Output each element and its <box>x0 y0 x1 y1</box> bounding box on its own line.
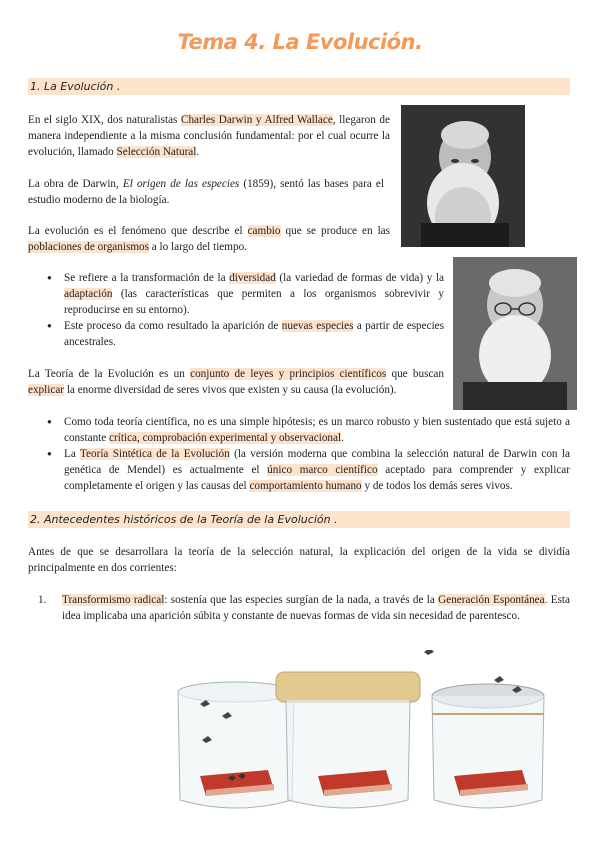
text: y de todos los demás seres vivos. <box>361 480 513 492</box>
list-number: 1. <box>38 594 47 606</box>
section-heading-2: 2. Antecedentes históricos de la Teoría de la Evolución . <box>28 511 570 528</box>
numbered-item-transformismo <box>38 592 570 624</box>
highlight: Generación Espontánea <box>438 594 545 606</box>
gauze-covered-jar <box>424 650 544 808</box>
text: (1859), sentó las bases para el estudio moderno de la biología. <box>28 178 384 206</box>
paragraph-antecedents: Antes de que se desarrollara la teoría de la selección natural, la explicación del origen de la vida se dividía principalmente en dos corrientes: <box>28 546 570 574</box>
text: (las características que permiten a los organismos sobrevivir y reproducirse en su entorno). <box>64 288 444 316</box>
text: a lo largo del tiempo. <box>148 241 247 253</box>
text: aceptado para comprender y explicar completamente el origen y las causas del <box>64 464 570 492</box>
bullet-list-theory <box>28 414 570 494</box>
text: (la versión moderna que combina la selección natural de Darwin con la genética de Mendel) es actualmente el <box>64 448 570 476</box>
text: la enorme diversidad de seres vivos que existen y su causa (la evolución). <box>64 384 397 396</box>
paragraph-evolution-definition <box>28 223 390 255</box>
list-item <box>28 446 570 494</box>
text: . Esta idea implicaba una aparición súbita y constante de nuevas formas de vida sin necesidad de parentesco. <box>62 594 570 622</box>
bullet-list-evolution <box>28 270 444 350</box>
highlight: Transformismo radical <box>62 594 165 606</box>
corked-jar <box>276 672 420 808</box>
highlight: crítica, comprobación experimental y observacional <box>109 432 342 444</box>
list-item <box>28 270 444 318</box>
wallace-portrait <box>453 257 577 410</box>
highlight: Teoría Sintética de la Evolución <box>79 448 230 460</box>
text: a partir de especies ancestrales. <box>64 320 444 348</box>
text: , llegaron de manera independiente a la misma conclusión fundamental: por el cual ocurre la evolución, llamado <box>28 114 390 158</box>
text: Este proceso da como resultado la aparición de <box>64 320 282 332</box>
highlight: comportamiento humano <box>249 480 362 492</box>
darwin-portrait <box>401 105 525 247</box>
text: que buscan <box>386 368 444 380</box>
highlight: cambio <box>247 225 281 237</box>
spontaneous-generation-jars-illustration <box>172 650 582 820</box>
text: La evolución es el fenómeno que describe el <box>28 225 248 237</box>
text: La Teoría de la Evolución es un <box>28 368 191 380</box>
text: La <box>64 448 80 460</box>
paragraph-theory-of-evolution <box>28 366 444 398</box>
list-item <box>28 318 444 350</box>
book-title: El origen de las especies <box>122 178 240 190</box>
highlight: diversidad <box>229 272 276 284</box>
section-heading-1: 1. La Evolución . <box>28 78 570 95</box>
text: que se produce en las <box>280 225 390 237</box>
highlight: nuevas especies <box>281 320 354 332</box>
text: : sostenía que las especies surgían de la nada, a través de la <box>164 594 439 606</box>
text: (la variedad de formas de vida) y la <box>275 272 444 284</box>
paragraph-darwin-wallace <box>28 112 390 160</box>
open-jar <box>178 682 294 808</box>
text: . <box>341 432 344 444</box>
highlight: poblaciones de organismos <box>28 241 149 253</box>
highlight: Charles Darwin y Alfred Wallace <box>180 114 333 126</box>
text: . <box>196 146 200 158</box>
text: Como toda teoría científica, no es una simple hipótesis; es un marco robusto y bien sustentado que está sujeto a constante <box>64 416 570 444</box>
text: En el siglo XIX, dos naturalistas <box>28 114 181 126</box>
page-title: Tema 4. La Evolución. <box>177 30 423 54</box>
text: La obra de Darwin, <box>28 178 123 190</box>
list-item <box>28 414 570 446</box>
highlight: conjunto de leyes y principios científicos <box>190 368 387 380</box>
highlight: Selección Natural <box>116 146 197 158</box>
text: Se refiere a la transformación de la <box>64 272 230 284</box>
highlight: adaptación <box>64 288 113 300</box>
highlight: explicar <box>28 384 65 396</box>
highlight: único marco científico <box>267 464 378 476</box>
paragraph-origin-of-species <box>28 176 384 208</box>
